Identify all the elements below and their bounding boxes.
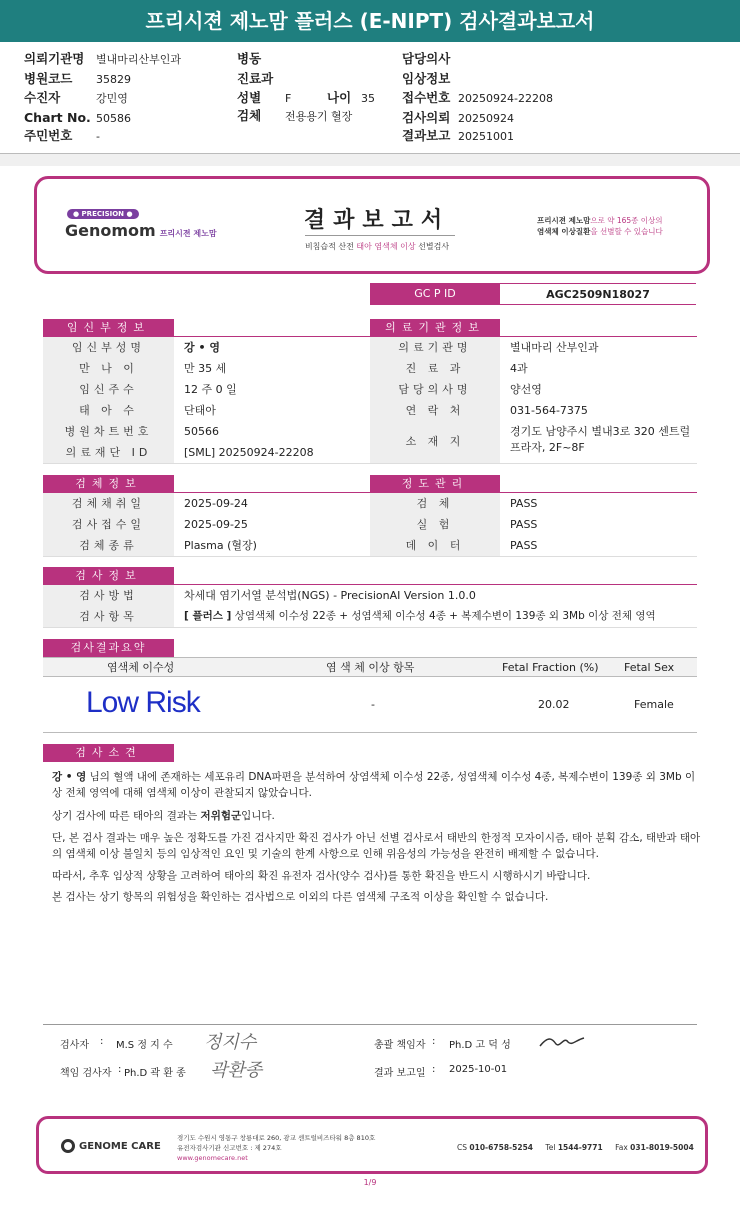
meta-doctor <box>402 49 458 69</box>
report-page <box>0 166 740 1208</box>
result-low-risk: Low Risk <box>86 686 200 719</box>
header-subtitle <box>277 241 477 252</box>
chief-name: Ph.D 고 덕 성 <box>449 1040 511 1051</box>
meta-label: 검사의뢰 <box>402 110 451 125</box>
tel-value: 1544-9771 <box>557 1143 603 1152</box>
findings-text: 상기 검사에 따른 태아의 결과는 <box>52 810 201 822</box>
department-value: 4과 <box>510 362 528 375</box>
address-value-line2: 프라자, 2F~8F <box>510 441 585 454</box>
tagline-count: 165종 이상 <box>616 216 656 225</box>
sig-colon: : <box>432 1036 436 1047</box>
test-method-label: 검사방법 <box>43 585 174 606</box>
genome-care-logo-text: GENOME CARE <box>79 1141 161 1152</box>
meta-label: 진료과 <box>237 71 274 86</box>
gcpid-label: GC P ID <box>370 283 500 305</box>
summary-bottom-line <box>43 732 697 733</box>
header-title: 결과보고서 <box>303 208 451 233</box>
sub-pre: 비침습적 산전 <box>304 242 357 251</box>
meta-institution <box>24 49 181 69</box>
summary-header-anomaly: 염 색 체 이상 항목 <box>326 661 415 674</box>
department-label: 진 료 과 <box>370 358 500 379</box>
summary-header-row <box>43 657 697 677</box>
meta-label: 담당의사 <box>402 51 451 66</box>
foundation-id-label: 의료재단 ID <box>43 442 174 463</box>
meta-value: 강민영 <box>96 92 128 105</box>
meta-specimen <box>237 106 352 126</box>
qc-data-label: 데 이 터 <box>370 535 500 556</box>
qc-specimen-value: PASS <box>510 497 538 510</box>
meta-label: 의뢰기관명 <box>24 51 85 66</box>
findings-text: 입니다. <box>241 810 275 822</box>
meta-value: 35 <box>361 92 375 105</box>
meta-value: F <box>285 92 292 105</box>
pregnant-age-label: 만 나 이 <box>43 358 174 379</box>
table-bottom-line <box>43 556 697 557</box>
collection-date-value: 2025-09-24 <box>184 497 248 510</box>
section-institution-title: 의료기관정보 <box>370 319 500 337</box>
responsible-tester-label: 책임 검사자 <box>60 1068 112 1079</box>
genome-care-logo-icon <box>61 1139 75 1153</box>
precision-badge: ● PRECISION ● <box>67 209 139 219</box>
meta-sex <box>237 88 375 108</box>
responsible-tester-name: Ph.D 곽 환 종 <box>124 1068 186 1079</box>
pregnant-name-label: 임신부성명 <box>43 337 174 358</box>
result-anomaly: - <box>371 698 375 711</box>
findings-paragraph-1 <box>52 769 702 801</box>
meta-label: Chart No. <box>24 110 91 125</box>
qc-experiment-label: 실 험 <box>370 514 500 535</box>
report-title: 프리시젼 제노맘 플러스 (E-NIPT) 검사결과보고서 <box>0 0 740 42</box>
findings-paragraph-2 <box>52 808 702 824</box>
footer-address-line: 경기도 수원시 영통구 창룡대로 260, 광교 센트럴비즈타워 8층 810호 <box>177 1134 376 1142</box>
footer-license: 유전자검사기관 신고번호 : 제 274호 <box>177 1144 282 1152</box>
table-bottom-line <box>43 463 697 464</box>
summary-header-fetal-sex: Fetal Sex <box>624 661 675 674</box>
summary-header-aneuploidy: 염색체 이수성 <box>107 661 175 674</box>
findings-paragraph-5: 본 검사는 상기 항목의 위험성을 확인하는 검사법으로 이외의 다른 염색체 구조적 이상을 확인할 수 없습니다. <box>52 891 549 903</box>
findings-patient-name: 강 • 영 <box>52 771 87 783</box>
meta-hospital-code <box>24 69 131 89</box>
result-fetal-fraction: 20.02 <box>538 698 570 711</box>
foundation-id-value: [SML] 20250924-22208 <box>184 446 314 459</box>
cs-label: CS <box>457 1143 467 1152</box>
section-pregnant-title: 임신부정보 <box>43 319 174 337</box>
sub-post: 선별검사 <box>415 242 450 251</box>
meta-report-date <box>402 126 514 146</box>
chart-no-label: 병원차트번호 <box>43 421 174 442</box>
footer-box <box>36 1116 708 1174</box>
doctor-value: 양선영 <box>510 383 542 396</box>
meta-label: 병원코드 <box>24 71 73 86</box>
contact-value: 031-564-7375 <box>510 404 588 417</box>
meta-value: 35829 <box>96 73 131 86</box>
tagline-disease: 염색체 이상질환 <box>537 227 591 236</box>
test-items-label: 검사항목 <box>43 606 174 627</box>
genome-care-logo <box>61 1139 161 1153</box>
meta-label: 성별 <box>237 90 262 105</box>
section-separator <box>0 154 740 166</box>
findings-risk-group: 저위험군 <box>200 810 242 822</box>
meta-label: 주민번호 <box>24 128 73 143</box>
section-summary-title: 검사결과요약 <box>43 639 174 657</box>
tagline-text: 으로 약 <box>590 216 617 225</box>
header-tagline <box>537 215 697 237</box>
pregnant-weeks-label: 임신주수 <box>43 379 174 400</box>
tel-label: Tel <box>545 1143 556 1152</box>
section-specimen-title: 검체정보 <box>43 475 174 493</box>
institution-name-value: 별내마리 산부인과 <box>510 341 599 354</box>
pregnant-name-value: 강 • 영 <box>184 341 220 354</box>
receipt-date-label: 검사접수일 <box>43 514 174 535</box>
meta-chart-no <box>24 108 131 128</box>
meta-value: 20250924 <box>458 112 514 125</box>
section-qc-title: 정도관리 <box>370 475 500 493</box>
cs-value: 010-6758-5254 <box>469 1143 534 1152</box>
tagline-brand: 프리시젼 제노맘 <box>537 216 591 225</box>
test-method-value: 차세대 염기서열 분석법(NGS) - PrecisionAI Version 1.0.0 <box>184 589 476 602</box>
pregnant-weeks-value: 12 주 0 일 <box>184 383 237 396</box>
tagline-text: 을 선별할 수 있습니다 <box>590 227 663 236</box>
findings-text: 님의 혈액 내에 존재하는 세포유리 DNA파편을 분석하여 상염색체 이수성 22종, 성염색체 이수성 4종, 복제수변이 139종 외 3Mb 이상 전체 영역에 대해 염색체 이상이 관찰되지 않았습니다. <box>52 771 696 799</box>
receipt-date-value: 2025-09-25 <box>184 518 248 531</box>
footer-url[interactable]: www.genomecare.net <box>177 1154 248 1162</box>
meta-value: 별내마리산부인과 <box>96 53 182 66</box>
test-items-plus: [ 플러스 ] <box>184 610 232 622</box>
header-divider <box>305 235 455 236</box>
responsible-tester-signature: 곽환종 <box>210 1060 263 1081</box>
meta-value: 50586 <box>96 112 131 125</box>
qc-specimen-label: 검 체 <box>370 493 500 514</box>
collection-date-label: 검체채취일 <box>43 493 174 514</box>
fax-value: 031-8019-5004 <box>630 1143 694 1152</box>
meta-label: 접수번호 <box>402 90 451 105</box>
institution-name-label: 의료기관명 <box>370 337 500 358</box>
meta-value: - <box>96 130 100 143</box>
meta-value: 전용용기 혈장 <box>285 110 353 123</box>
tester-label: 검사자 <box>60 1040 89 1051</box>
test-items-text: 상염색체 이수성 22종 + 성염색체 이수성 4종 + 복제수변이 139종 외 3Mb 이상 전체 영역 <box>231 610 656 622</box>
footer-contact <box>457 1143 704 1152</box>
signature-divider <box>43 1024 697 1025</box>
tester-signature: 정지수 <box>204 1032 257 1053</box>
chief-label: 총괄 책임자 <box>374 1040 426 1051</box>
logo-text: Genomom <box>65 221 156 240</box>
tester-name: M.S 정 지 수 <box>116 1040 173 1051</box>
meta-value: 20251001 <box>458 130 514 143</box>
genomom-logo <box>65 221 217 240</box>
sig-colon: : <box>432 1064 436 1075</box>
specimen-type-label: 검체종류 <box>43 535 174 556</box>
meta-resident-no <box>24 126 100 146</box>
result-fetal-sex: Female <box>634 698 674 711</box>
doctor-label: 담당의사명 <box>370 379 500 400</box>
meta-ward <box>237 49 285 69</box>
fetus-count-value: 단태아 <box>184 404 216 417</box>
qc-data-value: PASS <box>510 539 538 552</box>
meta-label: 임상정보 <box>402 71 451 86</box>
meta-receipt-no <box>402 88 553 108</box>
sub-highlight: 태아 염색체 이상 <box>356 242 416 251</box>
address-label: 소 재 지 <box>370 421 500 463</box>
fetus-count-label: 태 아 수 <box>43 400 174 421</box>
meta-label: 나이 <box>327 90 352 105</box>
report-date-value: 2025-10-01 <box>449 1064 508 1075</box>
specimen-type-value: Plasma (혈장) <box>184 539 257 552</box>
contact-label: 연 락 처 <box>370 400 500 421</box>
chart-no-value: 50566 <box>184 425 219 438</box>
meta-label: 결과보고 <box>402 128 451 143</box>
qc-experiment-value: PASS <box>510 518 538 531</box>
address-value-line1: 경기도 남양주시 별내3로 320 센트럴 <box>510 425 691 438</box>
meta-section <box>0 42 740 154</box>
chief-signature-icon <box>538 1032 588 1050</box>
meta-clinical-info <box>402 69 458 89</box>
sig-colon: : <box>118 1064 122 1075</box>
tagline-text: 의 <box>655 216 663 225</box>
section-findings-title: 검사소견 <box>43 744 174 762</box>
findings-paragraph-4: 따라서, 추후 임상적 상황을 고려하여 태아의 확진 유전자 검사(양수 검사)를 통한 확진을 반드시 시행하시기 바랍니다. <box>52 870 591 882</box>
report-date-label: 결과 보고일 <box>374 1068 426 1079</box>
meta-request-date <box>402 108 514 128</box>
table-bottom-line <box>43 627 697 628</box>
meta-label: 검체 <box>237 108 262 123</box>
pregnant-age-value: 만 35 세 <box>184 362 227 375</box>
footer-address <box>177 1133 375 1163</box>
fax-label: Fax <box>615 1143 628 1152</box>
gcpid-value: AGC2509N18027 <box>500 283 696 305</box>
test-items-value <box>174 606 697 627</box>
meta-value: 20250924-22208 <box>458 92 553 105</box>
report-header-box <box>34 176 710 274</box>
summary-header-fetal-fraction: Fetal Fraction (%) <box>502 661 599 674</box>
page-number: 1/9 <box>363 1178 377 1187</box>
findings-paragraph-3: 단, 본 검사 결과는 매우 높은 정확도를 가진 검사지만 확진 검사가 아닌 선별 검사로서 태반의 한정적 모자이시즘, 태아 분획 감소, 태반과 태아의 염색체 이상 불일치 등의 임상적인 요인 및 기술의 한계 사항으로 인해 위음성의 가능성을 완전히 배제할 수 없습니다. <box>52 832 701 860</box>
section-test-info-title: 검사정보 <box>43 567 174 585</box>
meta-label: 병동 <box>237 51 262 66</box>
meta-department <box>237 69 285 89</box>
logo-subtext: 프리시젼 제노맘 <box>159 229 217 238</box>
sig-colon: : <box>100 1036 104 1047</box>
meta-patient <box>24 88 128 108</box>
meta-label: 수진자 <box>24 90 61 105</box>
